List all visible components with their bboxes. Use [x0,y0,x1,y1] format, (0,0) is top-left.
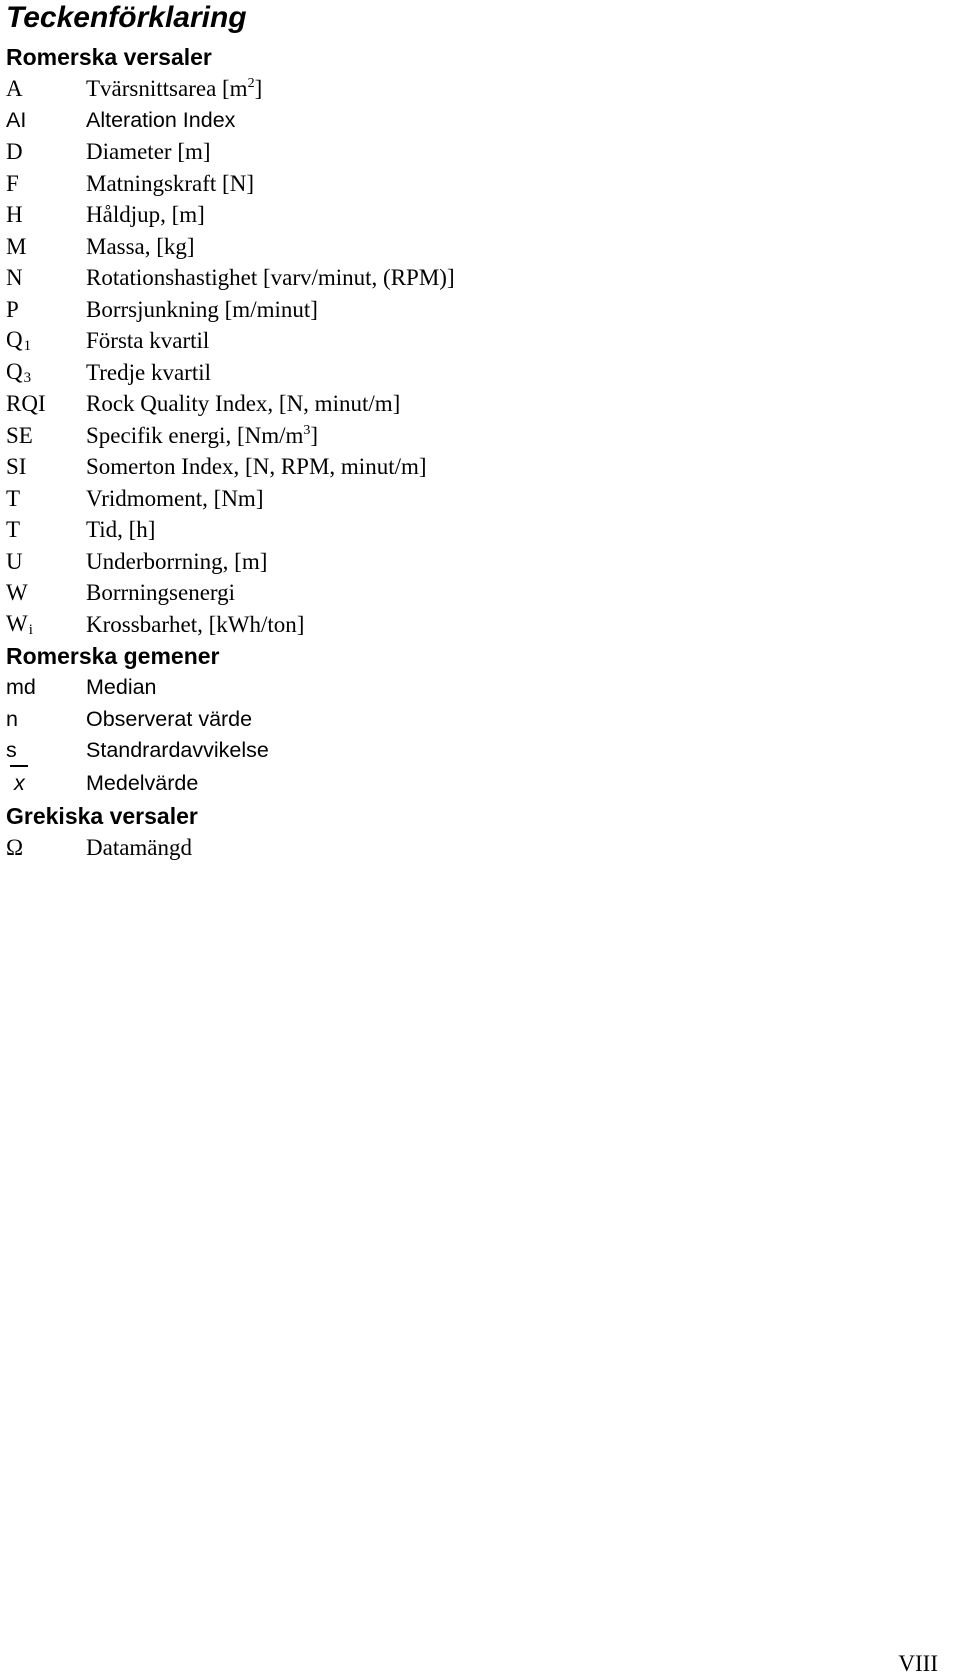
subscript: 1 [23,338,32,355]
legend-symbol: M [6,233,27,259]
legend-description: Median [86,675,157,700]
section-heading: Romerska versaler [6,44,212,71]
legend-entry [6,137,906,169]
legend-entry [6,357,906,389]
legend-description: Rock Quality Index, [N, minut/m] [86,391,401,417]
page-number: VIII [898,1651,938,1676]
legend-entry [6,294,906,326]
legend-symbol: n [6,706,18,731]
legend-description: Håldjup, [m] [86,202,205,228]
legend-list [6,42,906,864]
legend-entry [6,74,906,106]
legend-symbol: $Q_3$ [6,358,32,386]
legend-entry [6,105,906,137]
legend-description: Alteration Index [86,108,236,133]
legend-description: Krossbarhet, [kWh/ton] [86,611,305,637]
legend-description: Vridmoment, [Nm] [86,485,264,511]
legend-entry [6,578,906,610]
legend-symbol: SE [6,422,33,448]
legend-description: Datamängd [86,834,193,860]
legend-entry [6,389,906,421]
legend-entry [6,231,906,263]
legend-entry [6,767,906,801]
legend-entry [6,452,906,484]
legend-description: Diameter [m] [86,139,211,165]
legend-symbol: Ω [6,834,24,860]
legend-description: Massa, [kg] [86,233,195,259]
overline-bar [10,765,28,767]
legend-symbol: T [6,517,21,543]
legend-symbol: H [6,202,23,228]
subscript: i [28,621,33,638]
legend-symbol: T [6,485,21,511]
legend-entry [6,200,906,232]
legend-entry [6,704,906,736]
legend-symbol: P [6,296,19,322]
legend-symbol: $Q_1$ [6,327,32,355]
superscript: 2 [247,76,255,92]
legend-symbol: SI [6,454,27,480]
legend-description: Specifik energi, $[Nm/m^3]$ [86,422,319,448]
legend-entry [6,546,906,578]
legend-description: Standrardavvikelse [86,738,269,763]
legend-description: Rotationshastighet [varv/minut, (RPM)] [86,265,455,291]
legend-symbol: $W_i$ [6,610,33,638]
legend-symbol: N [6,265,23,291]
legend-entry [6,832,906,864]
legend-symbol: AI [6,108,27,133]
legend-symbol: D [6,139,23,165]
legend-entry [6,483,906,515]
legend-description: Observerat värde [86,706,253,731]
legend-entry [6,515,906,547]
subscript: 3 [23,369,32,386]
legend-symbol: RQI [6,391,46,417]
section-heading: Grekiska versaler [6,802,198,829]
legend-description: Första kvartil [86,328,210,354]
legend-symbol: md [6,675,36,700]
legend-symbol: x [6,771,86,796]
legend-description: Somerton Index, [N, RPM, minut/m] [86,454,427,480]
legend-entry [6,420,906,452]
legend-description: Borrsjunkning [m/minut] [86,296,318,322]
legend-entry [6,672,906,704]
legend-entry [6,168,906,200]
section-heading: Romerska gemener [6,642,220,669]
legend-description: Medelvärde [86,771,199,795]
legend-entry [6,326,906,358]
legend-symbol: s [6,738,17,763]
legend-description: Matningskraft [N] [86,170,254,196]
superscript: 3 [303,422,311,438]
legend-description: Borrningsenergi [86,580,236,606]
legend-entry [6,263,906,295]
legend-entry [6,735,906,767]
legend-symbol: U [6,548,23,574]
legend-symbol: A [6,76,23,102]
legend-description: Tredje kvartil [86,359,211,385]
legend-description: Tvärsnittsarea $[m^2]$ [86,76,263,102]
page-title: Teckenförklaring [6,1,247,34]
legend-symbol: W [6,580,28,606]
legend-description: Tid, [h] [86,517,156,543]
legend-symbol: F [6,170,19,196]
legend-entry [6,609,906,641]
legend-description: Underborrning, [m] [86,548,268,574]
